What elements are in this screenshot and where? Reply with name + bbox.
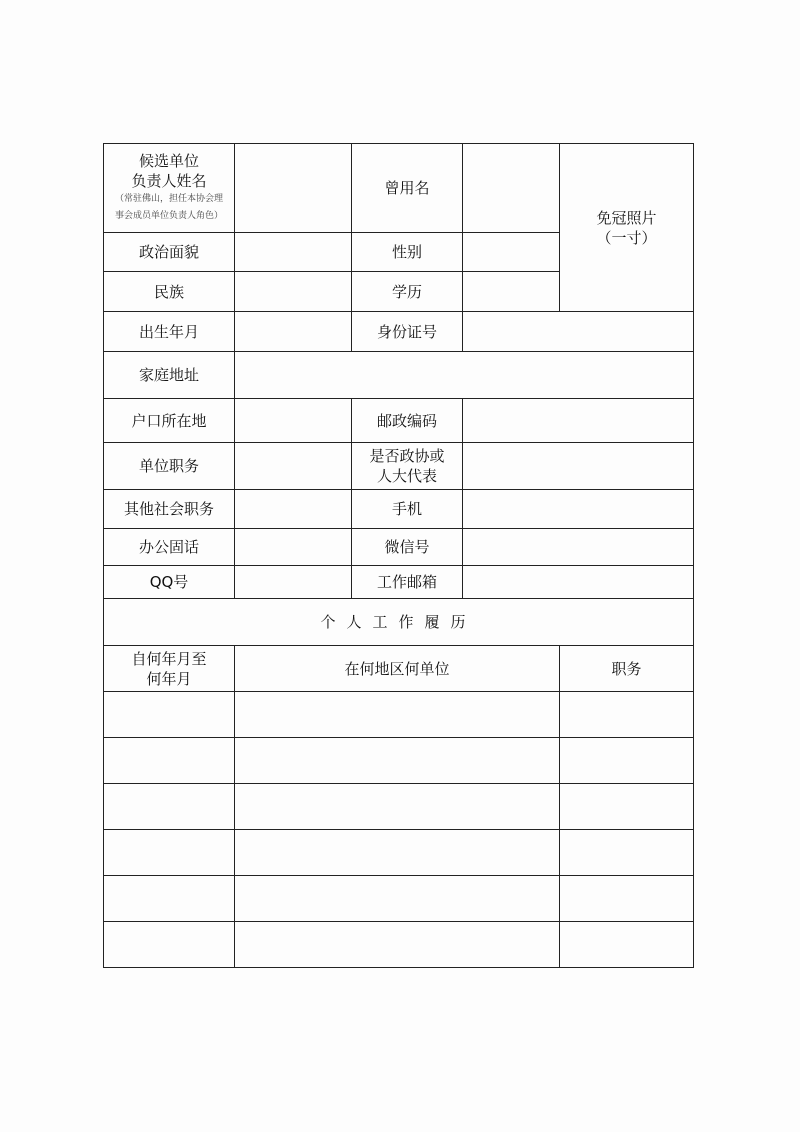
wechat-label: 微信号	[352, 529, 463, 566]
political-status-value[interactable]	[235, 233, 352, 272]
other-social-positions-value[interactable]	[235, 490, 352, 529]
table-row	[104, 922, 694, 968]
table-row	[104, 830, 694, 876]
work-history-period-cell[interactable]	[104, 876, 235, 922]
period-header-line2: 何年月	[146, 669, 192, 688]
work-history-unit-cell[interactable]	[235, 830, 560, 876]
work-history-period-cell[interactable]	[104, 784, 235, 830]
work-history-position-cell[interactable]	[560, 830, 694, 876]
candidate-note-line2: 事会成员单位负责人角色）	[114, 211, 223, 221]
education-value[interactable]	[463, 272, 560, 312]
table-row	[104, 876, 694, 922]
work-history-position-cell[interactable]	[560, 784, 694, 830]
candidate-name-label-line2: 负责人姓名	[131, 172, 207, 190]
education-label: 学历	[352, 272, 463, 312]
work-history-title: 个人工作履历	[104, 599, 694, 646]
postal-code-label: 邮政编码	[352, 399, 463, 443]
postal-code-value[interactable]	[463, 399, 694, 443]
mobile-value[interactable]	[463, 490, 694, 529]
work-history-unit-header: 在何地区何单位	[235, 646, 560, 692]
work-history-period-header	[104, 646, 235, 692]
mobile-label: 手机	[352, 490, 463, 529]
former-name-value[interactable]	[463, 144, 560, 233]
home-address-value[interactable]	[235, 352, 694, 399]
work-history-period-cell[interactable]	[104, 922, 235, 968]
work-history-period-cell[interactable]	[104, 692, 235, 738]
gender-value[interactable]	[463, 233, 560, 272]
cppcc-label-line1: 是否政协或	[369, 447, 445, 465]
cppcc-label-line2: 人大代表	[376, 467, 437, 485]
registration-form-table	[103, 143, 694, 968]
photo-label-line2: （一寸）	[596, 228, 657, 247]
qq-value[interactable]	[235, 566, 352, 599]
table-row	[104, 738, 694, 784]
work-history-unit-cell[interactable]	[235, 692, 560, 738]
cppcc-value[interactable]	[463, 443, 694, 490]
period-header-line1: 自何年月至	[131, 649, 207, 668]
work-history-position-cell[interactable]	[560, 738, 694, 784]
work-history-position-header: 职务	[560, 646, 694, 692]
gender-label: 性别	[352, 233, 463, 272]
table-row	[104, 784, 694, 830]
birth-date-value[interactable]	[235, 312, 352, 352]
other-social-positions-label: 其他社会职务	[104, 490, 235, 529]
work-history-unit-cell[interactable]	[235, 784, 560, 830]
cppcc-label	[352, 443, 463, 490]
unit-position-label: 单位职务	[104, 443, 235, 490]
qq-label: QQ号	[104, 566, 235, 599]
photo-cell	[560, 144, 694, 312]
unit-position-value[interactable]	[235, 443, 352, 490]
ethnicity-value[interactable]	[235, 272, 352, 312]
work-history-unit-cell[interactable]	[235, 876, 560, 922]
candidate-name-value[interactable]	[235, 144, 352, 233]
household-location-value[interactable]	[235, 399, 352, 443]
home-address-label: 家庭地址	[104, 352, 235, 399]
candidate-name-label-cell	[104, 144, 235, 233]
work-history-period-cell[interactable]	[104, 830, 235, 876]
photo-label-line1: 免冠照片	[596, 208, 657, 227]
id-number-label: 身份证号	[352, 312, 463, 352]
work-history-unit-cell[interactable]	[235, 922, 560, 968]
birth-date-label: 出生年月	[104, 312, 235, 352]
work-history-position-cell[interactable]	[560, 692, 694, 738]
candidate-name-label-line1: 候选单位	[138, 152, 199, 170]
work-history-position-cell[interactable]	[560, 922, 694, 968]
work-history-position-cell[interactable]	[560, 876, 694, 922]
political-status-label: 政治面貌	[104, 233, 235, 272]
work-email-label: 工作邮箱	[352, 566, 463, 599]
household-location-label: 户口所在地	[104, 399, 235, 443]
wechat-value[interactable]	[463, 529, 694, 566]
office-phone-value[interactable]	[235, 529, 352, 566]
former-name-label: 曾用名	[352, 144, 463, 233]
office-phone-label: 办公固话	[104, 529, 235, 566]
table-row	[104, 692, 694, 738]
candidate-note-line1: （常驻佛山，担任本协会理	[114, 194, 223, 204]
work-history-unit-cell[interactable]	[235, 738, 560, 784]
work-history-period-cell[interactable]	[104, 738, 235, 784]
id-number-value[interactable]	[463, 312, 694, 352]
ethnicity-label: 民族	[104, 272, 235, 312]
work-email-value[interactable]	[463, 566, 694, 599]
